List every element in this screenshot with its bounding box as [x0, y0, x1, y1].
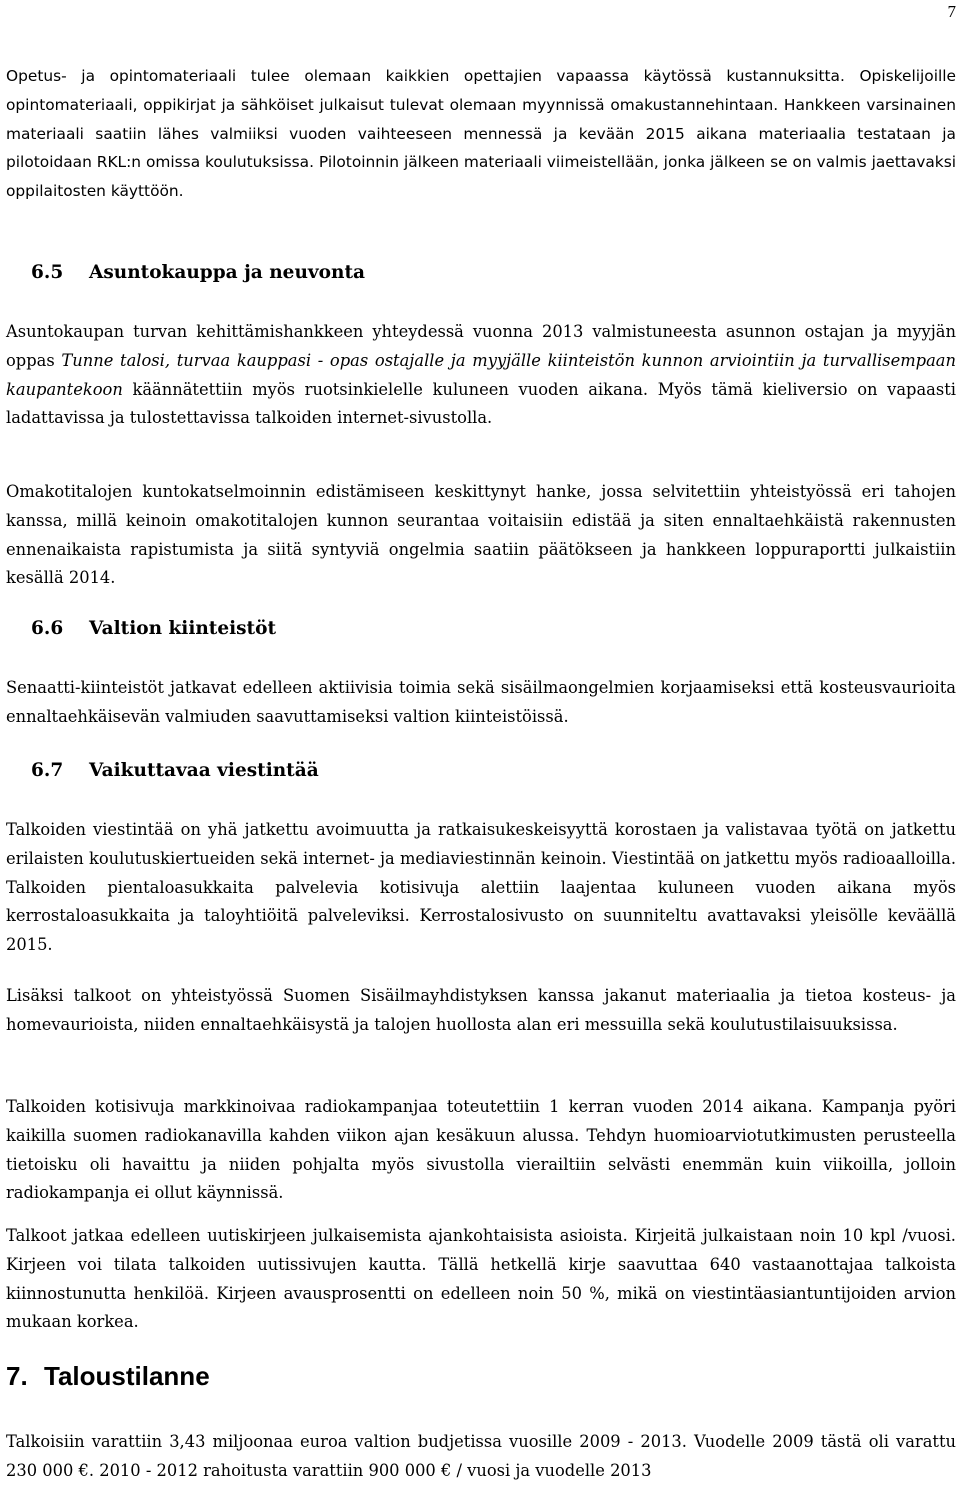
section-6-5-paragraph-1: [6, 318, 956, 433]
section-number: 7.: [6, 1361, 28, 1391]
section-title: Valtion kiinteistöt: [89, 618, 276, 639]
section-7-heading: [6, 1360, 210, 1392]
section-6-6-heading: [6, 616, 276, 642]
section-number: 6.7: [31, 760, 64, 781]
paragraph-text: käännätettiin myös ruotsinkielelle kuluneen vuoden aikana. Myös tämä kieliversio on vapaasti ladattavissa ja tulostettavissa talkoiden internet-sivustolla.: [6, 379, 956, 428]
section-6-7-paragraph-3: Talkoiden kotisivuja markkinoivaa radiokampanjaa toteutettiin 1 kerran vuoden 2014 aikana. Kampanja pyöri kaikilla suomen radiokanavilla kahden viikon ajan kesäkuun alussa. Tehdyn huomioarviotutkimusten perusteella tietoisku oli havaittu ja niiden pohjalta myös sivustolla vierailtiin selvästi enemmän kuin viikoilla, jolloin radiokampanja ei ollut käynnissä.: [6, 1097, 956, 1203]
section-6-6-paragraph-1: Senaatti-kiinteistöt jatkavat edelleen aktiivisia toimia sekä sisäilmaongelmien korjaamiseksi että kosteusvaurioita ennaltaehkäisevän valmiuden saavuttamiseksi valtion kiinteistöissä.: [6, 678, 956, 726]
intro-paragraph: Opetus- ja opintomateriaali tulee olemaan kaikkien opettajien vapaassa käytössä kustannuksitta. Opiskelijoille opintomateriaali, oppikirjat ja sähköiset julkaisut tulevat olemaan myynnissä omakustannehintaan. Hankkeen varsinainen materiaali saatiin lähes valmiiksi vuoden vaihteeseen mennessä ja kevään 2015 aikana materiaalia testataan ja pilotoidaan RKL:n omissa koulutuksissa. Pilotoinnin jälkeen materiaali viimeistellään, jonka jälkeen se on valmis jaettavaksi oppilaitosten käyttöön.: [6, 67, 956, 201]
section-6-5-heading: [6, 260, 365, 286]
section-6-7-paragraph-2: Lisäksi talkoot on yhteistyössä Suomen Sisäilmayhdistyksen kanssa jakanut materiaalia ja tietoa kosteus- ja homevaurioista, niiden ennaltaehkäisystä ja talojen huollosta alan eri messuilla sekä koulutustilaisuuksissa.: [6, 986, 956, 1034]
section-6-7-heading: [6, 758, 319, 784]
section-6-7-paragraph-1: Talkoiden viestintää on yhä jatkettu avoimuutta ja ratkaisukeskeisyyttä korostaen ja valistavaa työtä on jatkettu erilaisten koulutuskiertueiden sekä internet- ja mediaviestinnän keinoin. Viestintää on jatkettu myös radioaalloilla. Talkoiden pientaloasukkaita palvelevia kotisivuja alettiin laajentaa kuluneen vuoden aikana myös kerrostaloasukkaita ja taloyhtiöitä palveleviksi. Kerrostalosivusto on suunniteltu avattavaksi yleisölle keväällä 2015.: [6, 820, 956, 955]
section-7-paragraph-1: Talkoisiin varattiin 3,43 miljoonaa euroa valtion budjetissa vuosille 2009 - 2013. Vuodelle 2009 tästä oli varattu 230 000 €. 2010 - 2012 rahoitusta varattiin 900 000 € / vuosi ja vuodelle 2013: [6, 1432, 956, 1480]
section-6-7-paragraph-4: Talkoot jatkaa edelleen uutiskirjeen julkaisemista ajankohtaisista asioista. Kirjeitä julkaistaan noin 10 kpl /vuosi. Kirjeen voi tilata talkoiden uutissivujen kautta. Tällä hetkellä kirje saavuttaa 640 vastaanottajaa talkoista kiinnostunutta henkilöä. Kirjeen avausprosentti on edelleen noin 50 %, mikä on viestintäasiantuntijoiden arvion mukaan korkea.: [6, 1226, 956, 1332]
section-number: 6.5: [31, 262, 64, 283]
section-title: Vaikuttavaa viestintää: [89, 760, 319, 781]
section-number: 6.6: [31, 618, 64, 639]
paragraph-text: Asuntokaupan turvan kehittämishankkeen yhteydessä vuonna 2013 valmistuneesta asunnon ostajan ja myyjän oppas: [6, 322, 956, 370]
guide-title-italic: Tunne talosi, turvaa kauppasi - opas ostajalle ja myyjälle kiinteistön kunnon arviointiin ja turvallisempaan kaupantekoon: [6, 350, 956, 399]
page-number: 7: [947, 2, 956, 21]
section-6-5-paragraph-2: Omakotitalojen kuntokatselmoinnin edistämiseen keskittynyt hanke, jossa selvitettiin yhteistyössä eri tahojen kanssa, millä keinoin omakotitalojen kunnon seurantaa voitaisiin edistää ja siten ennaltaehkäistä rakennusten ennenaikaista rapistumista ja siitä syntyviä ongelmia saatiin päätökseen ja hankkeen loppuraportti julkaistiin kesällä 2014.: [6, 482, 956, 588]
section-title: Asuntokauppa ja neuvonta: [89, 262, 365, 283]
section-title: Taloustilanne: [44, 1361, 210, 1391]
